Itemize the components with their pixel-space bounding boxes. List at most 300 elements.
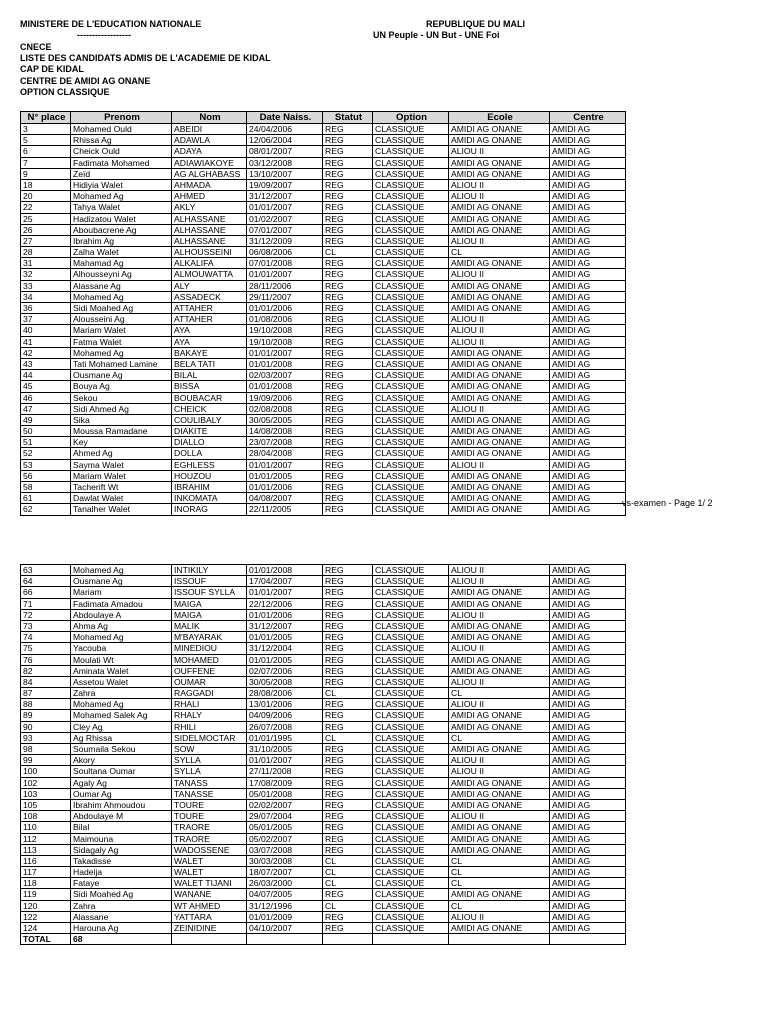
table-row — [21, 370, 626, 381]
cell-nom: AHMADA — [172, 179, 247, 190]
cell-centre: AMIDI AG — [550, 576, 626, 587]
table-row — [21, 213, 626, 224]
cell-nom: ADAWLA — [172, 135, 247, 146]
cell-ecole: ALIOU II — [449, 235, 550, 246]
table-body-page-1 — [21, 124, 626, 516]
cell-prenom: Zahra — [71, 688, 172, 699]
table-row — [21, 269, 626, 280]
cell-prenom: Aminata Walet — [71, 665, 172, 676]
cell-nom: WALET TIJANI — [172, 878, 247, 889]
cell-date: 02/02/2007 — [247, 799, 323, 810]
table-row — [21, 202, 626, 213]
cell-prenom: Hadizatou Walet — [71, 213, 172, 224]
table-row — [21, 426, 626, 437]
cell-date: 04/07/2005 — [247, 889, 323, 900]
cell-place: 37 — [21, 314, 71, 325]
cell-centre: AMIDI AG — [550, 598, 626, 609]
cell-nom: ATTAHER — [172, 303, 247, 314]
cell-centre: AMIDI AG — [550, 721, 626, 732]
cell-prenom: Agaly Ag — [71, 777, 172, 788]
cell-centre: AMIDI AG — [550, 258, 626, 269]
cell-centre: AMIDI AG — [550, 833, 626, 844]
table-row — [21, 576, 626, 587]
cell-nom: TRAORE — [172, 833, 247, 844]
cell-place: 52 — [21, 448, 71, 459]
cell-date: 19/10/2008 — [247, 325, 323, 336]
table-row — [21, 470, 626, 481]
cell-prenom: Mohamed Ag — [71, 632, 172, 643]
cell-statut: CL — [323, 867, 373, 878]
table-row — [21, 587, 626, 598]
cell-prenom: Alhousseyni Ag — [71, 269, 172, 280]
cell-nom: SYLLA — [172, 766, 247, 777]
cell-centre: AMIDI AG — [550, 699, 626, 710]
cell-place: 105 — [21, 799, 71, 810]
cell-date: 01/01/2007 — [247, 459, 323, 470]
cell-date: 17/04/2007 — [247, 576, 323, 587]
cell-statut: REG — [323, 822, 373, 833]
table-row — [21, 247, 626, 258]
cell-centre: AMIDI AG — [550, 470, 626, 481]
cell-date: 02/03/2007 — [247, 370, 323, 381]
cell-statut: REG — [323, 325, 373, 336]
option-name: OPTION CLASSIQUE — [20, 87, 110, 97]
cell-option: CLASSIQUE — [373, 844, 449, 855]
cell-place: 43 — [21, 358, 71, 369]
cell-prenom: Ousmane Ag — [71, 370, 172, 381]
cell-nom: TANASSE — [172, 788, 247, 799]
cell-prenom: Sayma Walet — [71, 459, 172, 470]
table-row — [21, 889, 626, 900]
cell-place: 26 — [21, 224, 71, 235]
cell-statut: REG — [323, 269, 373, 280]
cell-date: 28/04/2008 — [247, 448, 323, 459]
cell-option: CLASSIQUE — [373, 699, 449, 710]
cell-statut: REG — [323, 889, 373, 900]
cell-nom: ALHASSANE — [172, 235, 247, 246]
cell-prenom: Takadisse — [71, 855, 172, 866]
table-row — [21, 710, 626, 721]
cell-centre: AMIDI AG — [550, 448, 626, 459]
cell-prenom: Fadimata Mohamed — [71, 157, 172, 168]
cell-option: CLASSIQUE — [373, 822, 449, 833]
cell-date: 31/10/2005 — [247, 744, 323, 755]
cell-ecole: AMIDI AG ONANE — [449, 923, 550, 934]
cell-ecole: ALIOU II — [449, 146, 550, 157]
cell-option: CLASSIQUE — [373, 347, 449, 358]
cell-ecole: CL — [449, 732, 550, 743]
cell-date: 07/01/2008 — [247, 258, 323, 269]
cell-place: 5 — [21, 135, 71, 146]
cell-centre: AMIDI AG — [550, 788, 626, 799]
cell-statut: REG — [323, 381, 373, 392]
cell-option: CLASSIQUE — [373, 146, 449, 157]
cell-nom: AG ALGHABASS — [172, 168, 247, 179]
cell-ecole: ALIOU II — [449, 565, 550, 576]
cell-prenom: Ousmane Ag — [71, 576, 172, 587]
cell-ecole: AMIDI AG ONANE — [449, 632, 550, 643]
cell-option: CLASSIQUE — [373, 426, 449, 437]
cell-statut: REG — [323, 609, 373, 620]
cell-statut: REG — [323, 135, 373, 146]
table-header-row — [21, 112, 626, 124]
cell-nom: M'BAYARAK — [172, 632, 247, 643]
cell-nom: RHALY — [172, 710, 247, 721]
cell-ecole: AMIDI AG ONANE — [449, 135, 550, 146]
cell-place: 124 — [21, 923, 71, 934]
cell-date: 14/08/2008 — [247, 426, 323, 437]
cell-nom: INKOMATA — [172, 493, 247, 504]
cell-nom: IBRAHIM — [172, 482, 247, 493]
cell-ecole: ALIOU II — [449, 699, 550, 710]
cell-ecole: CL — [449, 900, 550, 911]
cell-ecole: AMIDI AG ONANE — [449, 833, 550, 844]
cell-date: 02/07/2006 — [247, 665, 323, 676]
cell-prenom: Alassane Ag — [71, 280, 172, 291]
cell-centre: AMIDI AG — [550, 587, 626, 598]
cell-date: 30/05/2005 — [247, 414, 323, 425]
table-row — [21, 448, 626, 459]
cell-option: CLASSIQUE — [373, 493, 449, 504]
cell-nom: ABEIDI — [172, 124, 247, 135]
cell-option: CLASSIQUE — [373, 732, 449, 743]
cell-option: CLASSIQUE — [373, 855, 449, 866]
cell-centre: AMIDI AG — [550, 135, 626, 146]
table-row — [21, 598, 626, 609]
cell-place: 110 — [21, 822, 71, 833]
cell-option: CLASSIQUE — [373, 565, 449, 576]
cell-date: 22/12/2006 — [247, 598, 323, 609]
cell-option: CLASSIQUE — [373, 598, 449, 609]
cell-place: 88 — [21, 699, 71, 710]
cell-nom: CHEICK — [172, 403, 247, 414]
cell-prenom: Assetou Walet — [71, 676, 172, 687]
cell-nom: YATTARA — [172, 911, 247, 922]
table-row — [21, 844, 626, 855]
cell-option: CLASSIQUE — [373, 269, 449, 280]
cell-date: 26/03/2000 — [247, 878, 323, 889]
cell-nom: RAGGADI — [172, 688, 247, 699]
cell-prenom: Alassane — [71, 911, 172, 922]
cell-nom: SOW — [172, 744, 247, 755]
table-row — [21, 168, 626, 179]
cell-place: 118 — [21, 878, 71, 889]
cell-option: CLASSIQUE — [373, 448, 449, 459]
cell-place: 9 — [21, 168, 71, 179]
cell-statut: REG — [323, 755, 373, 766]
cell-ecole: ALIOU II — [449, 191, 550, 202]
cell-nom: ALY — [172, 280, 247, 291]
cell-place: 102 — [21, 777, 71, 788]
table-row — [21, 403, 626, 414]
cell-centre: AMIDI AG — [550, 347, 626, 358]
cell-prenom: Hidiyia Walet — [71, 179, 172, 190]
cell-option: CLASSIQUE — [373, 632, 449, 643]
cell-place: 74 — [21, 632, 71, 643]
table-row — [21, 157, 626, 168]
cell-option: CLASSIQUE — [373, 587, 449, 598]
cell-date: 01/01/2007 — [247, 202, 323, 213]
cell-nom: AYA — [172, 336, 247, 347]
table-row — [21, 620, 626, 631]
cell-statut: REG — [323, 676, 373, 687]
cell-option: CLASSIQUE — [373, 867, 449, 878]
cell-ecole: CL — [449, 878, 550, 889]
table-row — [21, 900, 626, 911]
cell-statut: REG — [323, 587, 373, 598]
ministry-title: MINISTERE DE L'EDUCATION NATIONALE — [20, 19, 202, 29]
cell-option: CLASSIQUE — [373, 777, 449, 788]
cell-statut: REG — [323, 426, 373, 437]
cell-prenom: Zahra — [71, 900, 172, 911]
cell-option: CLASSIQUE — [373, 224, 449, 235]
cell-centre: AMIDI AG — [550, 732, 626, 743]
cell-ecole: ALIOU II — [449, 459, 550, 470]
cell-ecole: AMIDI AG ONANE — [449, 822, 550, 833]
cell-place: 18 — [21, 179, 71, 190]
cell-date: 31/12/2007 — [247, 620, 323, 631]
cell-statut: CL — [323, 732, 373, 743]
cell-centre: AMIDI AG — [550, 632, 626, 643]
cell-statut: REG — [323, 146, 373, 157]
cell-place: 119 — [21, 889, 71, 900]
cell-prenom: Mohamed Ould — [71, 124, 172, 135]
cell-place: 117 — [21, 867, 71, 878]
cell-date: 03/12/2008 — [247, 157, 323, 168]
table-row — [21, 146, 626, 157]
cell-date: 05/02/2007 — [247, 833, 323, 844]
cell-ecole: AMIDI AG ONANE — [449, 168, 550, 179]
cell-nom: ISSOUF — [172, 576, 247, 587]
cell-date: 01/01/2007 — [247, 587, 323, 598]
cell-option: CLASSIQUE — [373, 459, 449, 470]
cell-option: CLASSIQUE — [373, 437, 449, 448]
cell-place: 31 — [21, 258, 71, 269]
cell-statut: REG — [323, 179, 373, 190]
cell-nom: ALKALIFA — [172, 258, 247, 269]
table-row — [21, 504, 626, 515]
cell-nom: WALET — [172, 867, 247, 878]
cell-place: 51 — [21, 437, 71, 448]
cell-statut: REG — [323, 721, 373, 732]
cell-prenom: Mariam Walet — [71, 470, 172, 481]
table-row — [21, 632, 626, 643]
cell-nom: AHMED — [172, 191, 247, 202]
cell-centre: AMIDI AG — [550, 247, 626, 258]
cell-centre: AMIDI AG — [550, 168, 626, 179]
cell-nom: ASSADECK — [172, 291, 247, 302]
cell-centre: AMIDI AG — [550, 710, 626, 721]
table-row — [21, 358, 626, 369]
cell-nom: OUMAR — [172, 676, 247, 687]
cell-ecole: AMIDI AG ONANE — [449, 213, 550, 224]
table-row — [21, 833, 626, 844]
cell-date: 31/12/2007 — [247, 191, 323, 202]
cell-option: CLASSIQUE — [373, 314, 449, 325]
cell-nom: WANANE — [172, 889, 247, 900]
cell-centre: AMIDI AG — [550, 766, 626, 777]
cell-option: CLASSIQUE — [373, 710, 449, 721]
cell-statut: REG — [323, 493, 373, 504]
cell-prenom: Mariam — [71, 587, 172, 598]
cell-nom: INTIKILY — [172, 565, 247, 576]
cell-centre: AMIDI AG — [550, 799, 626, 810]
cell-option: CLASSIQUE — [373, 911, 449, 922]
cell-prenom: Ibrahim Ahmoudou — [71, 799, 172, 810]
cell-prenom: Maimouna — [71, 833, 172, 844]
cell-date: 19/09/2007 — [247, 179, 323, 190]
table-row — [21, 314, 626, 325]
cell-option: CLASSIQUE — [373, 766, 449, 777]
cell-prenom: Mahamad Ag — [71, 258, 172, 269]
table-row — [21, 609, 626, 620]
cell-centre: AMIDI AG — [550, 426, 626, 437]
cell-place: 100 — [21, 766, 71, 777]
table-row — [21, 766, 626, 777]
cell-option: CLASSIQUE — [373, 370, 449, 381]
cell-date: 17/08/2009 — [247, 777, 323, 788]
cell-statut: REG — [323, 191, 373, 202]
table-row — [21, 688, 626, 699]
cell-prenom: Sidi Ahmed Ag — [71, 403, 172, 414]
cell-statut: REG — [323, 314, 373, 325]
cell-statut: REG — [323, 923, 373, 934]
cell-nom: WADOSSENE — [172, 844, 247, 855]
cell-place: 76 — [21, 654, 71, 665]
cell-prenom: Hadeija — [71, 867, 172, 878]
column-header-ecole: Ecole — [449, 112, 550, 124]
cell-ecole: AMIDI AG ONANE — [449, 370, 550, 381]
cell-nom: HOUZOU — [172, 470, 247, 481]
cell-nom: WT AHMED — [172, 900, 247, 911]
cell-prenom: Soumaila Sekou — [71, 744, 172, 755]
cell-place: 99 — [21, 755, 71, 766]
cell-place: 7 — [21, 157, 71, 168]
cell-nom: RHILI — [172, 721, 247, 732]
column-header-nom: Nom — [172, 112, 247, 124]
cell-nom: BOUBACAR — [172, 392, 247, 403]
cell-prenom: Tahya Walet — [71, 202, 172, 213]
total-label: TOTAL — [21, 934, 71, 945]
cell-centre: AMIDI AG — [550, 755, 626, 766]
cell-prenom: Bouya Ag — [71, 381, 172, 392]
cell-statut: REG — [323, 699, 373, 710]
cell-date: 01/01/2005 — [247, 654, 323, 665]
table-row — [21, 124, 626, 135]
table-row — [21, 654, 626, 665]
table-row — [21, 381, 626, 392]
cell-option: CLASSIQUE — [373, 381, 449, 392]
cell-statut: REG — [323, 392, 373, 403]
cell-centre: AMIDI AG — [550, 855, 626, 866]
cell-place: 73 — [21, 620, 71, 631]
cell-ecole: CL — [449, 688, 550, 699]
cell-statut: REG — [323, 437, 373, 448]
cell-prenom: Ibrahim Ag — [71, 235, 172, 246]
cell-option: CLASSIQUE — [373, 358, 449, 369]
cell-ecole: AMIDI AG ONANE — [449, 744, 550, 755]
cell-nom: TOURE — [172, 811, 247, 822]
cell-statut: CL — [323, 878, 373, 889]
cell-date: 04/10/2007 — [247, 923, 323, 934]
cell-option: CLASSIQUE — [373, 470, 449, 481]
ministry-separator: ------------------ — [77, 30, 131, 40]
cell-place: 87 — [21, 688, 71, 699]
cell-ecole: AMIDI AG ONANE — [449, 414, 550, 425]
cell-option: CLASSIQUE — [373, 744, 449, 755]
cell-ecole: CL — [449, 867, 550, 878]
cell-centre: AMIDI AG — [550, 609, 626, 620]
cell-prenom: Tacherift Wt — [71, 482, 172, 493]
table-row — [21, 459, 626, 470]
cell-nom: ATTAHER — [172, 314, 247, 325]
cell-prenom: Mohamed Ag — [71, 291, 172, 302]
cell-ecole: ALIOU II — [449, 325, 550, 336]
cell-place: 27 — [21, 235, 71, 246]
cell-nom: SIDELMOCTAR — [172, 732, 247, 743]
cell-option: CLASSIQUE — [373, 755, 449, 766]
cell-centre: AMIDI AG — [550, 777, 626, 788]
cell-place: 113 — [21, 844, 71, 855]
cell-prenom: Cley Ag — [71, 721, 172, 732]
cell-prenom: Tanalher Walet — [71, 504, 172, 515]
table-row — [21, 291, 626, 302]
cell-nom: ALMOUWATTA — [172, 269, 247, 280]
cell-option: CLASSIQUE — [373, 280, 449, 291]
cell-date: 01/01/2005 — [247, 470, 323, 481]
cell-centre: AMIDI AG — [550, 336, 626, 347]
cell-place: 46 — [21, 392, 71, 403]
cell-centre: AMIDI AG — [550, 844, 626, 855]
table-row — [21, 325, 626, 336]
table-row — [21, 191, 626, 202]
cell-centre: AMIDI AG — [550, 124, 626, 135]
table-row — [21, 755, 626, 766]
cell-prenom: Ahmed Ag — [71, 448, 172, 459]
republic-title: REPUBLIQUE DU MALI — [426, 19, 525, 29]
cell-centre: AMIDI AG — [550, 565, 626, 576]
cell-ecole: AMIDI AG ONANE — [449, 587, 550, 598]
cell-option: CLASSIQUE — [373, 258, 449, 269]
cell-nom: MAIGA — [172, 598, 247, 609]
cell-option: CLASSIQUE — [373, 403, 449, 414]
cell-place: 75 — [21, 643, 71, 654]
cell-date: 31/12/2009 — [247, 235, 323, 246]
cell-centre: AMIDI AG — [550, 414, 626, 425]
cell-centre: AMIDI AG — [550, 179, 626, 190]
cell-place: 50 — [21, 426, 71, 437]
cell-prenom: Zalha Walet — [71, 247, 172, 258]
cell-nom: TRAORE — [172, 822, 247, 833]
cell-prenom: Tati Mohamed Lamine — [71, 358, 172, 369]
cell-option: CLASSIQUE — [373, 576, 449, 587]
cell-nom: EGHLESS — [172, 459, 247, 470]
cell-date: 29/11/2007 — [247, 291, 323, 302]
table-row — [21, 482, 626, 493]
cell-place: 98 — [21, 744, 71, 755]
cell-date: 01/01/2007 — [247, 347, 323, 358]
cell-statut: REG — [323, 643, 373, 654]
table-row — [21, 643, 626, 654]
table-row — [21, 235, 626, 246]
cell-ecole: AMIDI AG ONANE — [449, 844, 550, 855]
cell-option: CLASSIQUE — [373, 392, 449, 403]
cell-centre: AMIDI AG — [550, 900, 626, 911]
cell-ecole: ALIOU II — [449, 336, 550, 347]
table-row — [21, 224, 626, 235]
table-row — [21, 665, 626, 676]
cell-centre: AMIDI AG — [550, 493, 626, 504]
